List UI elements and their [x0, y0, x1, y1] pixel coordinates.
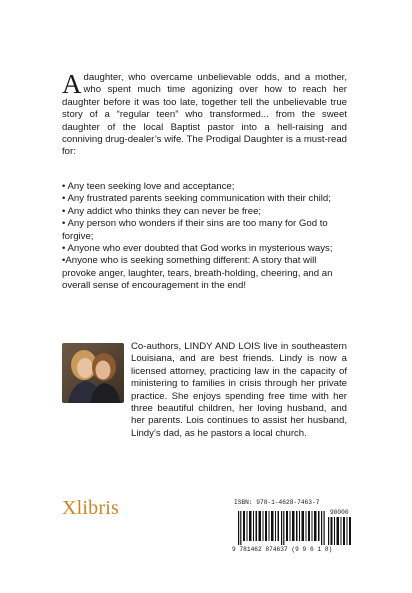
- list-item: • Any teen seeking love and acceptance;: [62, 181, 235, 192]
- addon-barcode-bars: [328, 517, 352, 545]
- barcode-digits: 9 781462 874637 (9 9 6 1 8): [232, 546, 333, 553]
- barcode-bars: [238, 511, 326, 545]
- intro-paragraph: [62, 69, 347, 159]
- list-item: • Any frustrated parents seeking communication with their child;: [62, 193, 331, 205]
- list-item: •Anyone who is seeking something different: A story that will provoke anger, laughter, tears, breath-holding, cheering, and an overall sense of encouragement in the end!: [62, 255, 333, 292]
- publisher-logo: Xlibris: [62, 497, 119, 519]
- intro-text: daughter, who overcame unbelievable odds, and a mother, who spent much time agonizing over how to reach her daughter before it was too late, together tell the unbelievable true story of a “regular teen” who transformed... from the sweet daughter of the local Baptist pastor into a hell-raising and conniving drug-dealer’s wife. The Prodigal Daughter is a must-read for:: [62, 72, 347, 158]
- author-bio: [131, 341, 347, 440]
- author-bio-text: Co-authors, LINDY AND LOIS live in southeastern Louisiana, and are best friends. Lindy is now a licensed attorney, practicing law in the capacity of ministering to families in crisis through her private practice. She enjoys spending free time with her three beautiful children, her loving husband, and her parents. Lois continues to assist her husband, Lindy’s dad, as he pastors a local church.: [131, 341, 347, 439]
- isbn-barcode: [232, 499, 357, 555]
- audience-list: [62, 181, 347, 293]
- list-item: • Any addict who thinks they can never be free;: [62, 205, 262, 217]
- list-item: • Any person who wonders if their sins are too many for God to forgive;: [62, 218, 328, 242]
- author-photo: [62, 343, 124, 403]
- drop-cap: A: [62, 69, 82, 99]
- list-item: • Anyone who ever doubted that God works in mysterious ways;: [62, 243, 333, 255]
- price-code: 90000: [330, 509, 349, 516]
- isbn-text: ISBN: 978-1-4628-7463-7: [234, 499, 320, 506]
